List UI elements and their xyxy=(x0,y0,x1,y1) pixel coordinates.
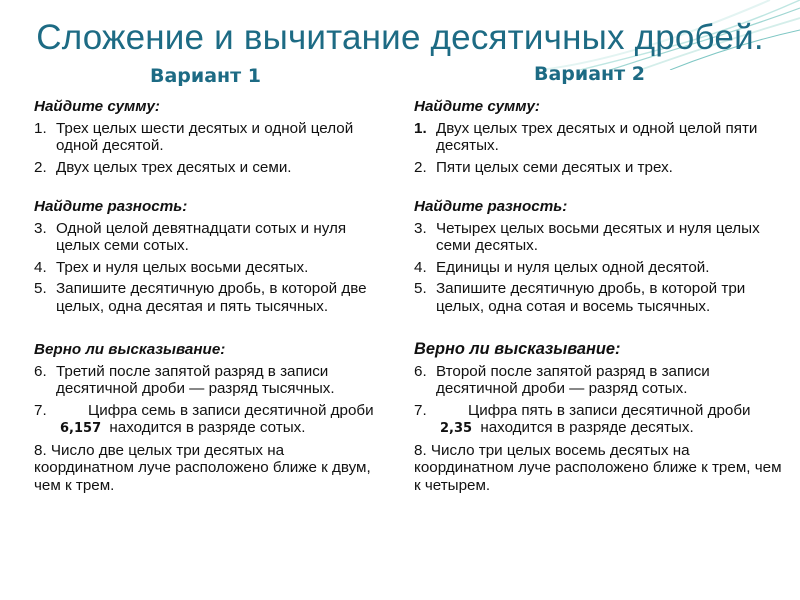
task-number: 5. xyxy=(414,280,427,297)
task-number: 4. xyxy=(34,258,47,276)
task-text: Четырех целых восьми десятых и нуля целых семи десятых. xyxy=(436,219,760,254)
task-text: Пяти целых семи десятых и трех. xyxy=(436,158,673,176)
difference-heading: Найдите разность: xyxy=(34,198,188,215)
task-item-8: 8. Число две целых три десятых на координатном луче расположено ближе к двум, чем к трем. xyxy=(34,441,371,494)
task-item xyxy=(34,220,374,255)
task-number: 1. xyxy=(414,119,427,137)
task-item xyxy=(414,259,784,277)
task-item xyxy=(414,280,784,315)
task-text: Одной целой девятнадцати сотых и нуля целых семи сотых. xyxy=(56,219,347,254)
task-text-end: находится в разряде десятых. xyxy=(480,419,694,436)
task-text: Второй после запятой разряд в записи десятичной дроби — разряд сотых. xyxy=(436,362,710,397)
task-number: 7. xyxy=(34,401,47,419)
task-item xyxy=(414,120,784,155)
task-number: 2. xyxy=(34,158,47,176)
task-number: 1. xyxy=(34,119,47,137)
task-text-end: находится в разряде сотых. xyxy=(109,419,306,436)
variant-1-column xyxy=(34,98,374,494)
difference-heading: Найдите разность: xyxy=(414,198,568,215)
variant-2-column xyxy=(414,98,784,494)
variant-2-title: Вариант 2 xyxy=(534,63,646,85)
task-item xyxy=(34,259,374,277)
sum-heading: Найдите сумму: xyxy=(414,98,540,115)
sum-heading: Найдите сумму: xyxy=(34,98,160,115)
task-item xyxy=(414,402,784,438)
task-text: Запишите десятичную дробь, в которой две целых, одна десятая и пять тысячных. xyxy=(56,280,367,315)
claim-heading: Верно ли высказывание: xyxy=(414,340,621,358)
task-item xyxy=(34,402,374,438)
task-text: Третий после запятой разряд в записи десятичной дроби — разряд тысячных. xyxy=(56,362,335,397)
task-number: 2. xyxy=(414,158,427,176)
task-number: 4. xyxy=(414,258,427,276)
task-number: 6. xyxy=(414,362,427,380)
task-number: 3. xyxy=(34,219,47,237)
task-item-8: 8. Число три целых восемь десятых на координатном луче расположено ближе к трем, чем к четырем. xyxy=(414,441,782,494)
task-item xyxy=(414,363,784,398)
slide-title: Сложение и вычитание десятичных дробей. xyxy=(36,18,764,57)
task-item xyxy=(414,220,784,255)
task-text: Трех и нуля целых восьми десятых. xyxy=(56,258,309,276)
decimal-value: 6,157 xyxy=(60,421,102,436)
variant-1-title: Вариант 1 xyxy=(150,65,262,87)
task-item xyxy=(34,159,374,177)
task-text: Трех целых шести десятых и одной целой одной десятой. xyxy=(56,119,354,154)
task-text xyxy=(56,402,374,438)
task-text-start: Цифра пять в записи десятичной дроби xyxy=(468,401,751,419)
task-number: 3. xyxy=(414,219,427,237)
task-text: Единицы и нуля целых одной десятой. xyxy=(436,258,710,276)
task-text: Запишите десятичную дробь, в которой три целых, одна сотая и восемь тысячных. xyxy=(436,280,746,315)
task-text: Двух целых трех десятых и семи. xyxy=(56,158,292,176)
decimal-value: 2,35 xyxy=(440,421,473,436)
task-number: 5. xyxy=(34,280,47,297)
task-item xyxy=(34,363,374,398)
task-text-start: Цифра семь в записи десятичной дроби xyxy=(88,401,374,419)
task-item xyxy=(34,280,374,315)
task-item xyxy=(414,159,784,177)
task-item xyxy=(34,120,374,155)
claim-heading: Верно ли высказывание: xyxy=(34,341,226,358)
task-text xyxy=(436,402,784,438)
task-number: 6. xyxy=(34,362,47,380)
task-text: Двух целых трех десятых и одной целой пяти десятых. xyxy=(436,119,758,154)
task-number: 7. xyxy=(414,401,427,419)
